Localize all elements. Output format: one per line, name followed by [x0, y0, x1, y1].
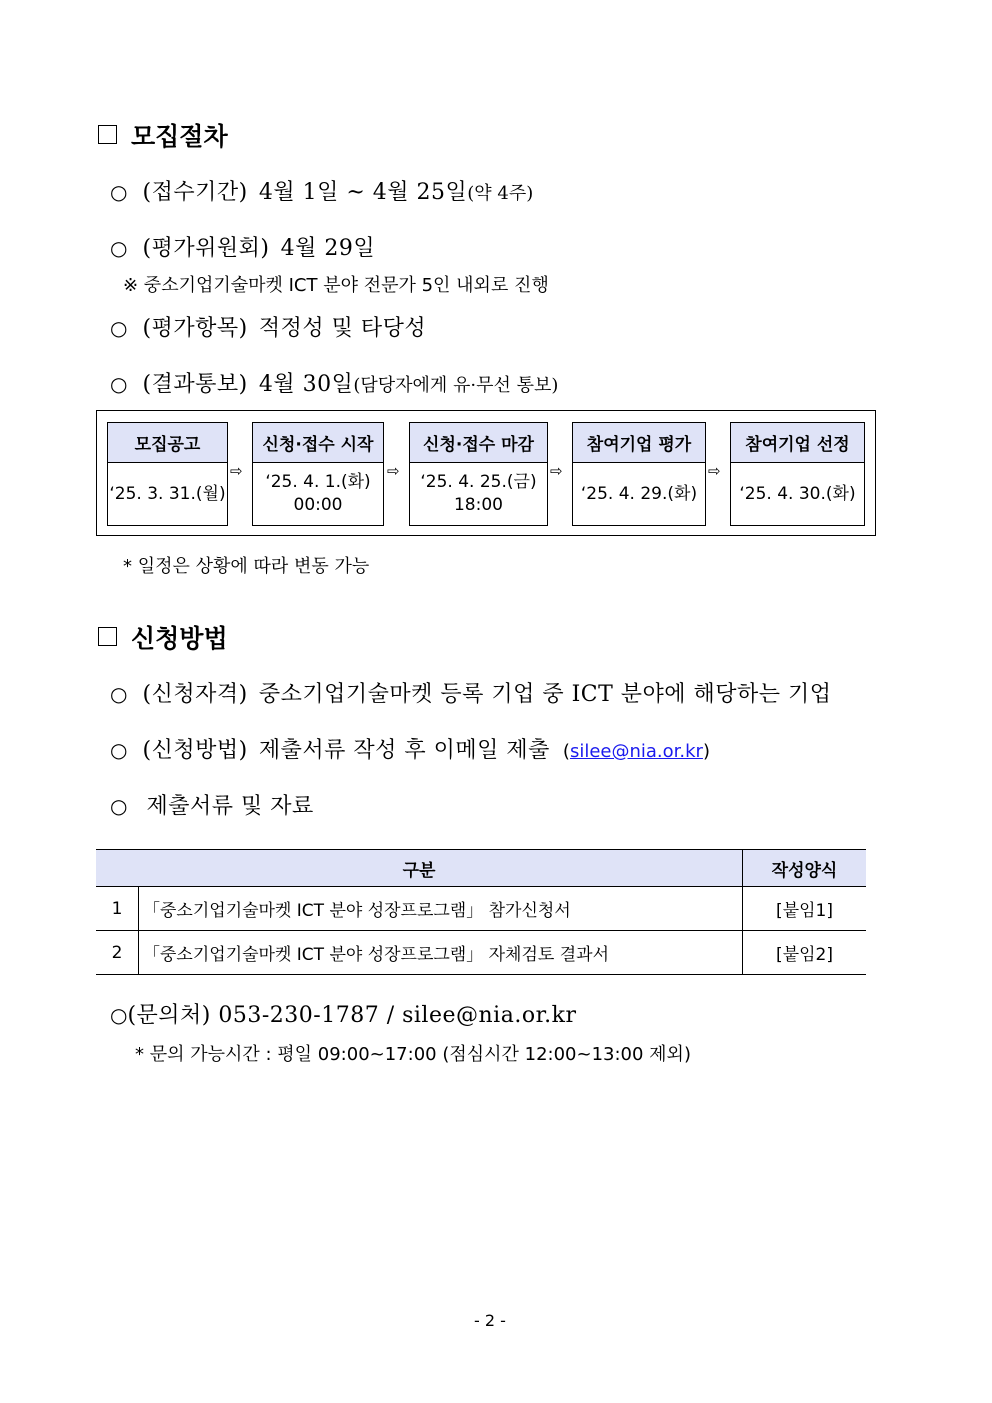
item-label: (평가위원회) [142, 236, 270, 261]
table-header-row [96, 850, 866, 887]
row-form: [붙임1] [743, 887, 867, 931]
checkbox-square-icon [98, 125, 117, 144]
bullet-icon: ○ [110, 236, 128, 260]
item-suffix: (담당자에게 유·무선 통보) [353, 375, 559, 396]
schedule-step [107, 422, 228, 526]
item-suffix: (약 4주) [467, 183, 534, 204]
bullet-icon: ○ [110, 316, 128, 340]
item-label: (신청방법) [142, 738, 248, 763]
item-label: (결과통보) [142, 372, 248, 397]
committee-note: ※ 중소기업기술마켓 ICT 분야 전문가 5인 내외로 진행 [123, 275, 549, 296]
contact-line [110, 998, 577, 1029]
step-title: 신청·접수 마감 [410, 423, 547, 463]
schedule-step [252, 422, 384, 526]
contact-note: * 문의 가능시간 : 평일 09:00~17:00 (점심시간 12:00~13:00 제외) [135, 1044, 691, 1065]
step-date: ‘25. 4. 25.(금) 18:00 [420, 472, 537, 515]
item-label: (접수기간) [142, 180, 248, 205]
item-text: 4월 1일 ~ 4월 25일 [258, 180, 468, 205]
table-row [96, 887, 866, 931]
arrow-right-icon: ⇨ [550, 462, 563, 480]
section-title-application-method: 신청방법 [131, 624, 228, 653]
header-category: 구분 [96, 850, 743, 887]
item-text: 제출서류 및 자료 [146, 794, 314, 819]
item-label: (평가항목) [142, 316, 248, 341]
email-link[interactable]: silee@nia.or.kr [569, 741, 703, 762]
contact-text: (문의처) 053-230-1787 / silee@nia.or.kr [127, 1003, 577, 1028]
header-form: 작성양식 [743, 850, 867, 887]
item-text: 적정성 및 타당성 [258, 316, 427, 341]
step-title: 신청·접수 시작 [253, 423, 383, 463]
arrow-right-icon: ⇨ [708, 462, 721, 480]
list-item [110, 677, 832, 708]
list-item [110, 175, 533, 206]
item-label: (신청자격) [142, 682, 248, 707]
bullet-icon: ○ [110, 372, 128, 396]
step-title: 참여기업 평가 [573, 423, 705, 463]
arrow-right-icon: ⇨ [387, 462, 400, 480]
row-number: 1 [96, 887, 139, 931]
documents-table [96, 849, 866, 975]
list-item [110, 311, 426, 342]
bullet-icon: ○ [110, 1003, 128, 1027]
schedule-step [409, 422, 548, 526]
step-date: ‘25. 4. 29.(화) [580, 483, 698, 504]
step-title: 모집공고 [108, 423, 227, 463]
list-item [110, 367, 558, 398]
list-item [110, 231, 375, 262]
item-text: 중소기업기술마켓 등록 기업 중 ICT 분야에 해당하는 기업 [258, 682, 832, 707]
email-paren-close: ) [702, 741, 710, 762]
email-paren-open: ( [562, 741, 570, 762]
step-date: ‘25. 3. 31.(월) [109, 483, 226, 504]
list-item [110, 733, 710, 764]
schedule-step [572, 422, 706, 526]
list-item [110, 789, 314, 820]
schedule-note: * 일정은 상황에 따라 변동 가능 [123, 556, 370, 577]
step-date: ‘25. 4. 30.(화) [739, 483, 856, 504]
bullet-icon: ○ [110, 180, 128, 204]
table-row [96, 931, 866, 975]
item-text: 4월 30일 [258, 372, 354, 397]
bullet-icon: ○ [110, 682, 128, 706]
row-number: 2 [96, 931, 139, 975]
row-document-name: 「중소기업기술마켓 ICT 분야 성장프로그램」 참가신청서 [139, 887, 743, 931]
page-number: - 2 - [474, 1311, 506, 1330]
checkbox-square-icon [98, 627, 117, 646]
schedule-step [730, 422, 865, 526]
item-text: 제출서류 작성 후 이메일 제출 [258, 738, 550, 763]
row-form: [붙임2] [743, 931, 867, 975]
arrow-right-icon: ⇨ [230, 462, 243, 480]
section-title-recruitment-procedure: 모집절차 [131, 122, 228, 151]
bullet-icon: ○ [110, 794, 128, 818]
step-title: 참여기업 선정 [731, 423, 864, 463]
row-document-name: 「중소기업기술마켓 ICT 분야 성장프로그램」 자체검토 결과서 [139, 931, 743, 975]
item-text: 4월 29일 [280, 236, 376, 261]
bullet-icon: ○ [110, 738, 128, 762]
step-date: ‘25. 4. 1.(화) 00:00 [265, 472, 371, 515]
